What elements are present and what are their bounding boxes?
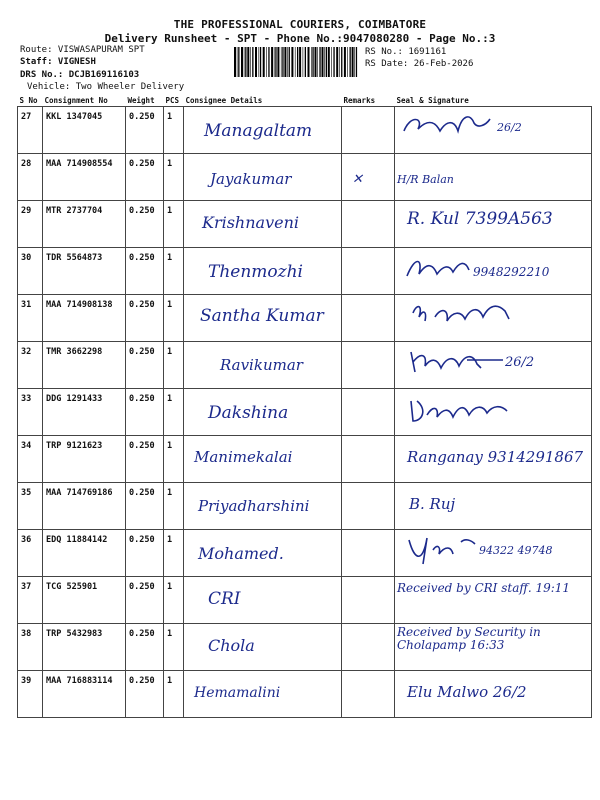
table-row [18,577,592,624]
drs-number: DRS No.: DCJB169116103 [20,70,140,80]
barcode-bar [354,47,355,77]
sno-cell: 28 [18,154,43,201]
signature-cell [395,107,592,154]
signature-cell [395,530,592,577]
table-row [18,671,592,718]
table-row [18,483,592,530]
barcode-bar [244,47,245,77]
barcode-bar [289,47,290,77]
consignment-cell: TMR 3662298 [43,342,126,389]
barcode-bar [291,47,293,77]
consignee-cell [184,671,342,718]
remarks-mark-icon: ✕ [352,172,363,187]
barcode-bar [275,47,276,77]
weight-cell: 0.250 [126,483,164,530]
consignee-cell [184,530,342,577]
barcode-bar [241,47,243,77]
signature-cell [395,483,592,530]
consignee-handwriting: Manimekalai [194,448,293,466]
barcode-bar [308,47,310,77]
consignee-cell [184,295,342,342]
consignment-cell: MAA 714908138 [43,295,126,342]
remarks-cell [342,389,395,436]
weight-cell: 0.250 [126,154,164,201]
signature-cell [395,436,592,483]
pcs-cell: 1 [164,671,184,718]
remarks-cell [342,295,395,342]
signature-handwriting: 26/2 [505,355,535,370]
table-row [18,154,592,201]
col-sno: S No [19,96,38,105]
consignment-cell: KKL 1347045 [43,107,126,154]
barcode-bar [333,47,334,77]
signature-cell [395,389,592,436]
weight-cell: 0.250 [126,530,164,577]
consignee-cell [184,577,342,624]
barcode-bar [350,47,351,77]
col-signature: Seal & Signature [396,96,469,105]
barcode-bar [284,47,286,77]
col-remarks: Remarks [343,96,376,105]
weight-cell: 0.250 [126,107,164,154]
signature-scribble [407,395,517,427]
remarks-cell [342,530,395,577]
rs-number: RS No.: 1691161 [365,47,447,57]
barcode-bar [238,47,239,77]
sno-cell: 39 [18,671,43,718]
barcode-bar [274,47,275,77]
sno-cell: 37 [18,577,43,624]
col-consignee: Consignee Details [185,96,263,105]
barcode-bar [282,47,283,77]
consignee-handwriting: Ravikumar [220,356,303,374]
runsheet-title: Delivery Runsheet - SPT - Phone No.:9047080280 - Page No.:3 [104,32,496,45]
table-row [18,295,592,342]
consignee-cell [184,436,342,483]
weight-cell: 0.250 [126,389,164,436]
signature-cell [395,295,592,342]
pcs-cell: 1 [164,483,184,530]
sno-cell: 29 [18,201,43,248]
consignee-cell [184,248,342,295]
consignment-cell: TRP 5432983 [43,624,126,671]
barcode-bar [268,47,269,77]
signature-handwriting: 94322 49748 [479,544,553,557]
sno-cell: 32 [18,342,43,389]
remarks-cell [342,154,395,201]
signature-scribble [409,299,519,333]
barcode-bar [250,47,251,77]
consignee-handwriting: Santha Kumar [200,306,324,326]
table-row [18,389,592,436]
table-row [18,530,592,577]
barcode-bar [317,47,318,77]
consignee-cell [184,389,342,436]
barcode-bar [277,47,279,77]
barcode-bar [303,47,304,77]
remarks-cell [342,107,395,154]
consignee-cell [184,624,342,671]
signature-cell [395,577,592,624]
signature-cell [395,671,592,718]
consignment-cell: MAA 714908554 [43,154,126,201]
barcode-bar [297,47,298,77]
col-consignment: Consignment No [44,96,108,105]
consignment-cell: EDQ 11884142 [43,530,126,577]
remarks-cell [342,483,395,530]
signature-scribble [407,348,507,378]
consignee-cell [184,483,342,530]
barcode-bar [341,47,342,77]
consignee-cell [184,201,342,248]
weight-cell: 0.250 [126,671,164,718]
signature-handwriting: R. Kul 7399A563 [407,209,553,229]
pcs-cell: 1 [164,389,184,436]
barcode-bar [344,47,346,77]
barcode-bar [260,47,261,77]
pcs-cell: 1 [164,201,184,248]
table-row [18,107,592,154]
weight-cell: 0.250 [126,201,164,248]
barcode-bar [266,47,267,77]
barcode-bar [312,47,313,77]
barcode-bar [331,47,332,77]
table-row [18,436,592,483]
table-row [18,342,592,389]
pcs-cell: 1 [164,436,184,483]
signature-handwriting: Received by CRI staff. 19:11 [397,581,571,595]
rs-date: RS Date: 26-Feb-2026 [365,59,474,69]
consignee-handwriting: CRI [208,589,241,609]
remarks-cell [342,671,395,718]
consignee-cell [184,107,342,154]
route-label: Route: VISWASAPURAM SPT [20,45,145,55]
sno-cell: 31 [18,295,43,342]
barcode-bar [311,47,312,77]
barcode-bar [287,47,288,77]
barcode-bar [281,47,282,77]
remarks-cell [342,436,395,483]
signature-cell [395,154,592,201]
consignment-cell: MTR 2737704 [43,201,126,248]
pcs-cell: 1 [164,624,184,671]
barcode-bar [247,47,249,77]
barcode-bar [322,47,324,77]
signature-cell [395,248,592,295]
weight-cell: 0.250 [126,295,164,342]
consignment-cell: TRP 9121623 [43,436,126,483]
signature-cell [395,624,592,671]
table-row [18,624,592,671]
consignment-cell: DDG 1291433 [43,389,126,436]
company-title: THE PROFESSIONAL COURIERS, COIMBATORE [173,18,427,31]
remarks-cell [342,577,395,624]
pcs-cell: 1 [164,154,184,201]
consignment-cell: MAA 716883114 [43,671,126,718]
consignee-handwriting: Priyadharshini [198,497,310,515]
barcode-bar [255,47,257,77]
pcs-cell: 1 [164,107,184,154]
sno-cell: 30 [18,248,43,295]
table-row [18,248,592,295]
weight-cell: 0.250 [126,624,164,671]
consignee-handwriting: Hemamalini [194,685,281,701]
table-row [18,201,592,248]
weight-cell: 0.250 [126,577,164,624]
consignee-handwriting: Thenmozhi [208,262,303,282]
barcode-bar [252,47,253,77]
sno-cell: 36 [18,530,43,577]
signature-handwriting: 26/2 [497,121,522,134]
barcode-bar [324,47,325,77]
pcs-cell: 1 [164,248,184,295]
barcode-bar [336,47,338,77]
consignee-handwriting: Managaltam [204,121,313,141]
signature-scribble [403,254,473,284]
pcs-cell: 1 [164,577,184,624]
weight-cell: 0.250 [126,436,164,483]
pcs-cell: 1 [164,530,184,577]
barcode-bar [356,47,357,77]
vehicle-label: Vehicle: Two Wheeler Delivery [27,82,185,92]
delivery-table [17,95,592,718]
signature-handwriting: 9948292210 [473,265,550,279]
barcode-bar [271,47,273,77]
weight-cell: 0.250 [126,248,164,295]
barcode-bar [305,47,306,77]
consignee-cell [184,154,342,201]
barcode-bar [352,47,354,77]
consignment-cell: MAA 714769186 [43,483,126,530]
consignee-handwriting: Krishnaveni [202,213,300,232]
staff-label: Staff: VIGNESH [20,57,96,67]
sno-cell: 38 [18,624,43,671]
barcode-bar [339,47,340,77]
barcode-bar [237,47,238,77]
barcode-bar [319,47,320,77]
signature-handwriting: Ranganay 9314291867 [407,448,584,466]
sno-cell: 35 [18,483,43,530]
remarks-cell [342,248,395,295]
consignment-cell: TDR 5564873 [43,248,126,295]
sno-cell: 27 [18,107,43,154]
table-header-row [18,95,592,107]
barcode-bar [299,47,301,77]
barcode-bar [315,47,317,77]
remarks-cell [342,201,395,248]
sno-cell: 33 [18,389,43,436]
consignee-handwriting: Chola [208,636,255,655]
barcode-image [233,47,360,77]
consignment-cell: TCG 525901 [43,577,126,624]
barcode-bar [259,47,260,77]
signature-scribble [405,532,485,566]
barcode-bar [347,47,348,77]
barcode-bar [326,47,327,77]
consignee-handwriting: Mohamed. [198,544,284,563]
col-weight: Weight [127,96,155,105]
barcode-bar [328,47,330,77]
pcs-cell: 1 [164,295,184,342]
weight-cell: 0.250 [126,342,164,389]
signature-handwriting: B. Ruj [409,495,456,513]
signature-cell [395,201,592,248]
col-pcs: PCS [165,96,180,105]
remarks-cell [342,342,395,389]
pcs-cell: 1 [164,342,184,389]
barcode-bar [263,47,265,77]
consignee-handwriting: Dakshina [208,403,289,423]
signature-cell [395,342,592,389]
remarks-cell [342,624,395,671]
signature-scribble [400,111,500,141]
consignee-cell [184,342,342,389]
remarks-handwriting: H/R Balan [397,173,454,186]
consignee-handwriting: Jayakumar [210,170,292,188]
signature-handwriting: Elu Malwo 26/2 [407,683,527,701]
barcode-bar [234,47,236,77]
signature-handwriting: Received by Security in Cholapamp 16:33 [397,625,541,652]
barcode-bar [245,47,246,77]
sno-cell: 34 [18,436,43,483]
barcode-bar [295,47,296,77]
